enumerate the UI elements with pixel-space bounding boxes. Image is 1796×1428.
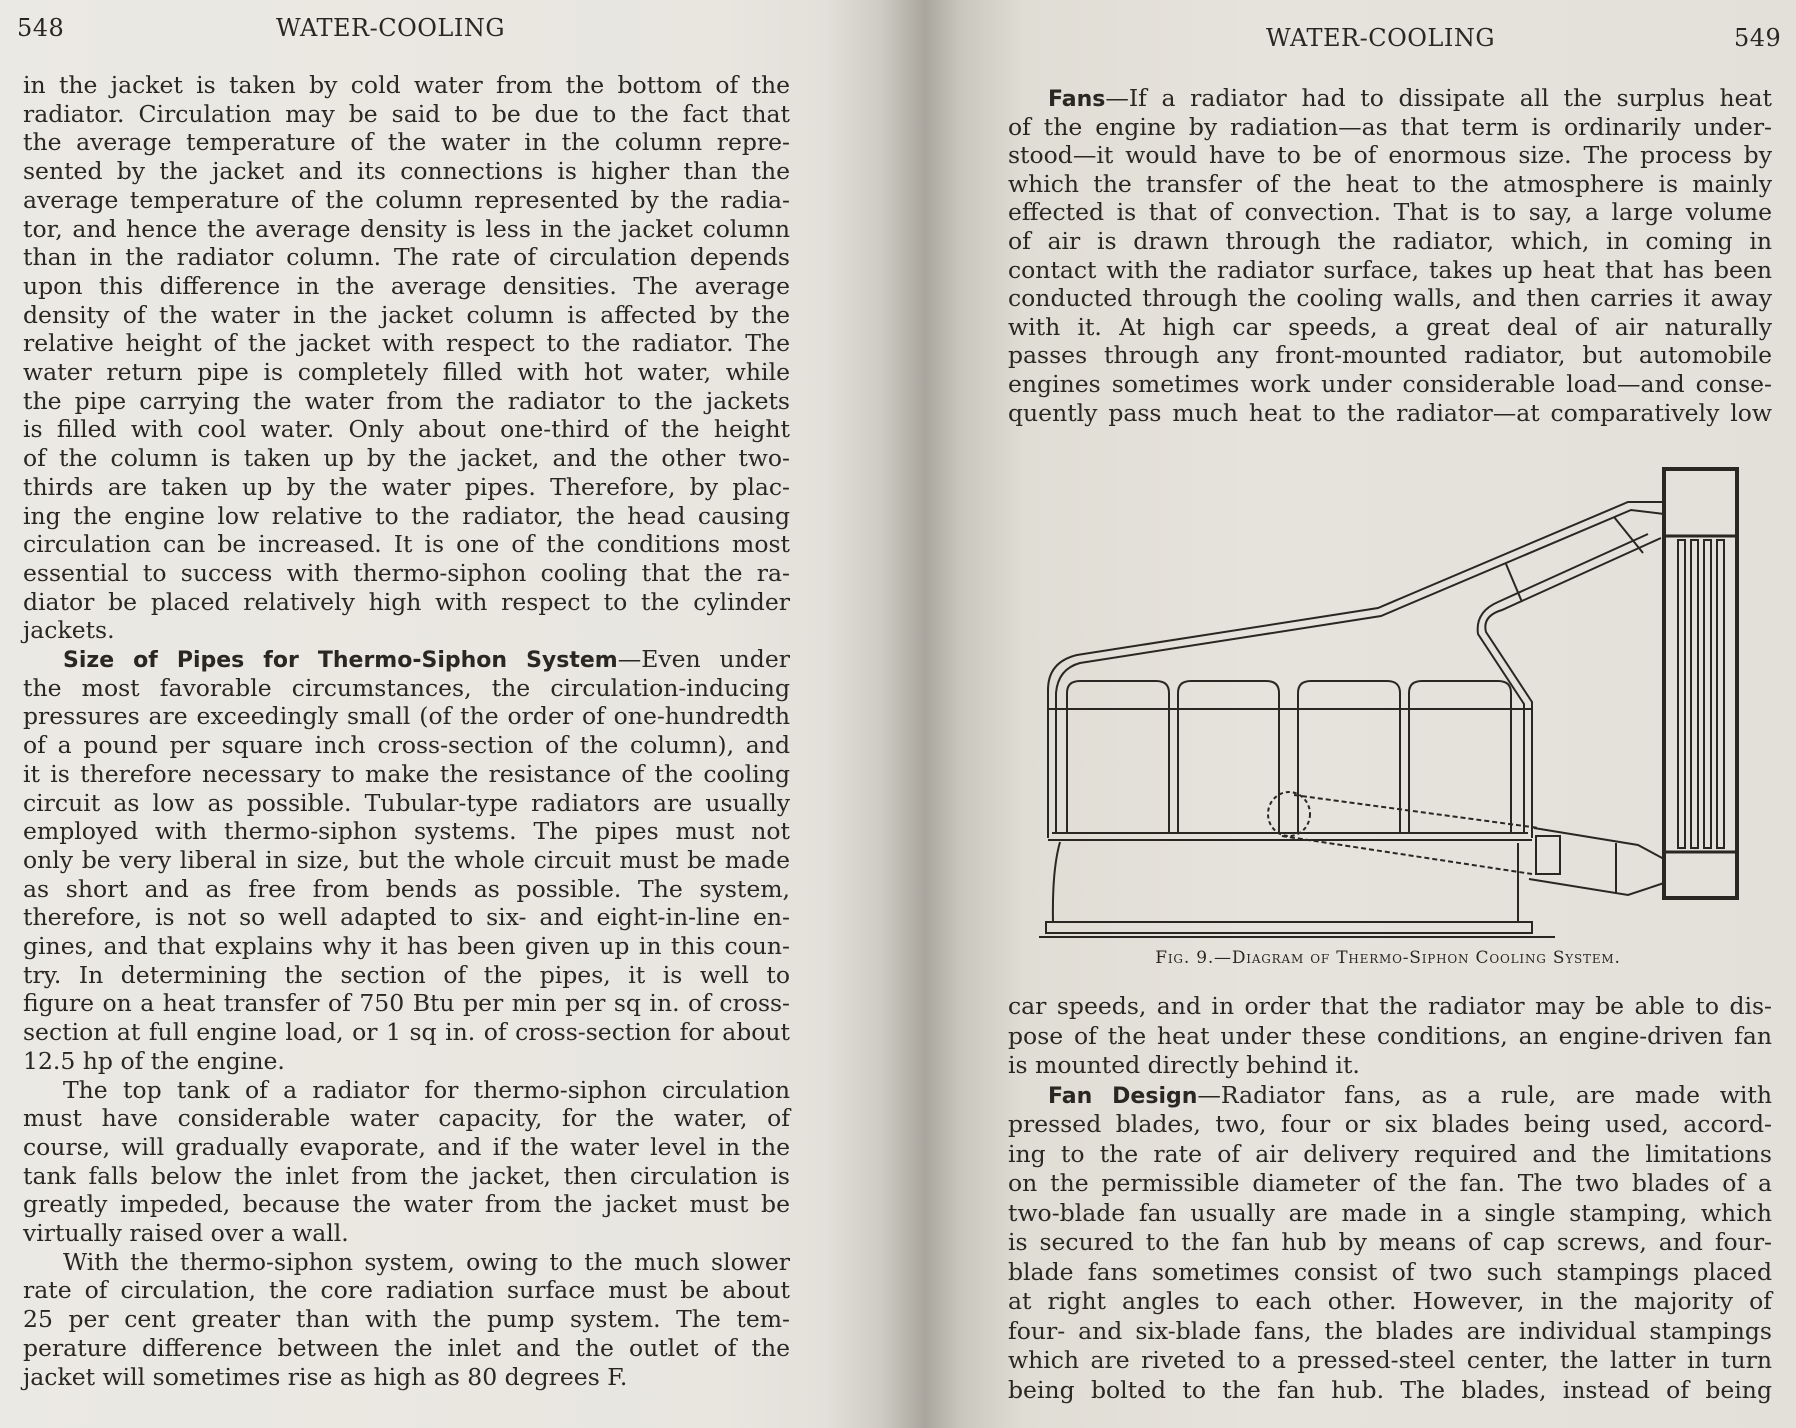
line-text: tank falls below the inlet from the jacket, then circulation is — [23, 1162, 790, 1190]
line-text: is filled with cool water. Only about one-third of the height — [23, 415, 790, 443]
line-text: 12.5 hp of the engine. — [23, 1047, 285, 1075]
line-text: car speeds, and in order that the radiator may be able to dis- — [1008, 992, 1772, 1020]
text-line — [23, 157, 790, 186]
text-line — [63, 1076, 790, 1105]
figure-caption: Fig. 9.—Diagram of Thermo-Siphon Cooling System. — [1155, 948, 1621, 968]
line-text: circulation can be increased. It is one of the conditions most — [23, 530, 790, 558]
lower-hose-and-fan — [1268, 792, 1664, 895]
text-line — [23, 789, 790, 818]
text-line — [23, 415, 790, 444]
line-text: passes through any front-mounted radiator, but automobile — [1008, 341, 1772, 369]
line-text: the pipe carrying the water from the radiator to the jackets — [23, 387, 790, 415]
text-line — [1008, 198, 1772, 227]
line-text: ing the engine low relative to the radiator, the head causing — [23, 502, 790, 530]
text-line — [23, 875, 790, 904]
line-text: therefore, is not so well adapted to six- and eight-in-line en- — [23, 903, 790, 931]
line-text: —If a radiator had to dissipate all the surplus heat — [1105, 84, 1772, 112]
line-text: ing to the rate of air delivery required and the limitations — [1008, 1140, 1772, 1168]
line-text: radiator. Circulation may be said to be due to the fact that — [23, 100, 790, 128]
text-line — [1008, 256, 1772, 285]
text-line — [23, 444, 790, 473]
line-text: greatly impeded, because the water from the jacket must be — [23, 1190, 790, 1218]
line-text: the most favorable circumstances, the circulation-inducing — [23, 674, 790, 702]
line-text: in the jacket is taken by cold water from the bottom of the — [23, 71, 790, 99]
line-text: pose of the heat under these conditions, an engine-driven fan — [1008, 1022, 1772, 1050]
line-text: section at full engine load, or 1 sq in. of cross-section for about — [23, 1018, 790, 1046]
line-text: The top tank of a radiator for thermo-siphon circulation — [63, 1076, 790, 1104]
text-line — [23, 387, 790, 416]
right-page-number: 549 — [1734, 24, 1782, 52]
line-text: than in the radiator column. The rate of circulation depends — [23, 243, 790, 271]
text-line — [23, 674, 790, 703]
water-jacket — [1048, 502, 1664, 840]
text-line — [63, 645, 790, 674]
thermo-siphon-diagram — [1020, 450, 1760, 990]
text-line — [1008, 141, 1772, 170]
line-text: average temperature of the column represented by the radia- — [23, 186, 790, 214]
text-line — [23, 329, 790, 358]
line-text: quently pass much heat to the radiator—at comparatively low — [1008, 399, 1772, 427]
line-text: rate of circulation, the core radiation surface must be about — [23, 1276, 790, 1304]
text-line — [1008, 1376, 1772, 1405]
text-line — [1008, 1110, 1772, 1139]
text-line — [23, 272, 790, 301]
line-text: employed with thermo-siphon systems. The pipes must not — [23, 817, 790, 845]
text-line — [1008, 1287, 1772, 1316]
line-text: pressures are exceedingly small (of the order of one-hundredth — [23, 702, 790, 730]
text-line — [23, 702, 790, 731]
line-text: With the thermo-siphon system, owing to the much slower — [63, 1248, 790, 1276]
text-line — [23, 559, 790, 588]
line-text: which are riveted to a pressed-steel center, the latter in turn — [1008, 1346, 1772, 1374]
text-line — [23, 530, 790, 559]
text-line — [63, 1248, 790, 1277]
line-text: two-blade fan usually are made in a single stamping, which — [1008, 1199, 1772, 1227]
line-text: circuit as low as possible. Tubular-type radiators are usually — [23, 789, 790, 817]
line-text: is mounted directly behind it. — [1008, 1051, 1360, 1079]
text-line — [23, 1363, 790, 1392]
text-line — [1008, 1051, 1772, 1080]
line-text: perature difference between the inlet and the outlet of the — [23, 1334, 790, 1362]
text-line — [23, 817, 790, 846]
line-text: thirds are taken up by the water pipes. Therefore, by plac- — [23, 473, 790, 501]
text-line — [23, 502, 790, 531]
line-text: is secured to the fan hub by means of cap screws, and four- — [1008, 1228, 1772, 1256]
line-text: jacket will sometimes rise as high as 80 degrees F. — [23, 1363, 628, 1391]
line-text: diator be placed relatively high with respect to the cylinder — [23, 588, 790, 616]
line-text: upon this difference in the average densities. The average — [23, 272, 790, 300]
text-line — [1008, 313, 1772, 342]
text-line — [1008, 170, 1772, 199]
text-line — [23, 1305, 790, 1334]
line-text: —Radiator fans, as a rule, are made with — [1197, 1081, 1773, 1109]
text-line — [23, 128, 790, 157]
text-line — [23, 932, 790, 961]
line-text: tor, and hence the average density is less in the jacket column — [23, 215, 790, 243]
line-text: of the column is taken up by the jacket, and the other two- — [23, 444, 790, 472]
line-text: conducted through the cooling walls, and then carries it away — [1008, 284, 1772, 312]
text-line — [1008, 992, 1772, 1021]
line-text: only be very liberal in size, but the whole circuit must be made — [23, 846, 790, 874]
left-page-number: 548 — [17, 14, 65, 42]
line-text: engines sometimes work under considerable load—and conse- — [1008, 370, 1772, 398]
line-text: figure on a heat transfer of 750 Btu per min per sq in. of cross- — [23, 989, 790, 1017]
line-text: four- and six-blade fans, the blades are individual stampings — [1008, 1317, 1772, 1345]
line-text: virtually raised over a wall. — [23, 1219, 349, 1247]
line-text: jackets. — [23, 616, 115, 644]
line-text: on the permissible diameter of the fan. The two blades of a — [1008, 1169, 1772, 1197]
text-line — [1008, 370, 1772, 399]
text-line — [1008, 1169, 1772, 1198]
text-line — [23, 186, 790, 215]
line-text: with it. At high car speeds, a great deal of air naturally — [1008, 313, 1772, 341]
crankcase — [1039, 842, 1555, 937]
text-line — [23, 1162, 790, 1191]
text-line — [1048, 84, 1772, 113]
text-line — [1008, 1258, 1772, 1287]
line-text: 25 per cent greater than with the pump system. The tem- — [23, 1305, 790, 1333]
run-in-heading: Fans — [1048, 87, 1106, 112]
text-line — [23, 846, 790, 875]
line-text: must have considerable water capacity, for the water, of — [23, 1104, 790, 1132]
text-line — [23, 1047, 790, 1076]
line-text: blade fans sometimes consist of two such stampings placed — [1008, 1258, 1772, 1286]
text-line — [23, 616, 790, 645]
text-line — [1008, 1199, 1772, 1228]
text-line — [23, 243, 790, 272]
text-line — [1008, 1346, 1772, 1375]
line-text: it is therefore necessary to make the resistance of the cooling — [23, 760, 790, 788]
run-in-heading: Fan Design — [1048, 1084, 1198, 1109]
line-text: contact with the radiator surface, takes up heat that has been — [1008, 256, 1772, 284]
right-running-head: WATER-COOLING — [1266, 24, 1496, 52]
text-line — [23, 961, 790, 990]
line-text: the average temperature of the water in the column repre- — [23, 128, 790, 156]
text-line — [23, 588, 790, 617]
line-text: of the engine by radiation—as that term is ordinarily under- — [1008, 113, 1772, 141]
line-text: of air is drawn through the radiator, which, in coming in — [1008, 227, 1772, 255]
text-line — [1008, 284, 1772, 313]
text-line — [23, 903, 790, 932]
text-line — [23, 215, 790, 244]
line-text: pressed blades, two, four or six blades being used, accord- — [1008, 1110, 1772, 1138]
text-line — [23, 1276, 790, 1305]
text-line — [23, 760, 790, 789]
line-text: stood—it would have to be of enormous size. The process by — [1008, 141, 1772, 169]
line-text: being bolted to the fan hub. The blades, instead of being — [1008, 1376, 1772, 1404]
text-line — [1008, 1022, 1772, 1051]
text-line — [1008, 399, 1772, 428]
line-text: at right angles to each other. However, in the majority of — [1008, 1287, 1772, 1315]
text-line — [1008, 1228, 1772, 1257]
text-line — [23, 731, 790, 760]
text-line — [1048, 1081, 1772, 1110]
text-line — [1008, 341, 1772, 370]
line-text: as short and as free from bends as possible. The system, — [23, 875, 790, 903]
text-line — [1008, 1317, 1772, 1346]
line-text: course, will gradually evaporate, and if the water level in the — [23, 1133, 790, 1161]
line-text: relative height of the jacket with respect to the radiator. The — [23, 329, 790, 357]
text-line — [23, 1219, 790, 1248]
line-text: try. In determining the section of the pipes, it is well to — [23, 961, 790, 989]
text-line — [23, 989, 790, 1018]
line-text: —Even under — [617, 645, 790, 673]
text-line — [23, 301, 790, 330]
text-line — [1008, 227, 1772, 256]
line-text: sented by the jacket and its connections is higher than the — [23, 157, 790, 185]
text-line — [1008, 1140, 1772, 1169]
line-text: water return pipe is completely filled with hot water, while — [23, 358, 790, 386]
left-running-head: WATER-COOLING — [276, 14, 506, 42]
line-text: effected is that of convection. That is to say, a large volume — [1008, 198, 1772, 226]
text-line — [23, 1334, 790, 1363]
run-in-heading: Size of Pipes for Thermo-Siphon System — [63, 648, 618, 673]
line-text: essential to success with thermo-siphon cooling that the ra- — [23, 559, 790, 587]
text-line — [23, 1133, 790, 1162]
text-line — [23, 1190, 790, 1219]
line-text: density of the water in the jacket column is affected by the — [23, 301, 790, 329]
text-line — [23, 100, 790, 129]
line-text: which the transfer of the heat to the atmosphere is mainly — [1008, 170, 1772, 198]
text-line — [23, 358, 790, 387]
text-line — [1008, 113, 1772, 142]
radiator — [1664, 469, 1737, 898]
text-line — [23, 71, 790, 100]
text-line — [23, 473, 790, 502]
text-line — [23, 1018, 790, 1047]
text-line — [23, 1104, 790, 1133]
line-text: gines, and that explains why it has been given up in this coun- — [23, 932, 790, 960]
line-text: of a pound per square inch cross-section of the column), and — [23, 731, 790, 759]
